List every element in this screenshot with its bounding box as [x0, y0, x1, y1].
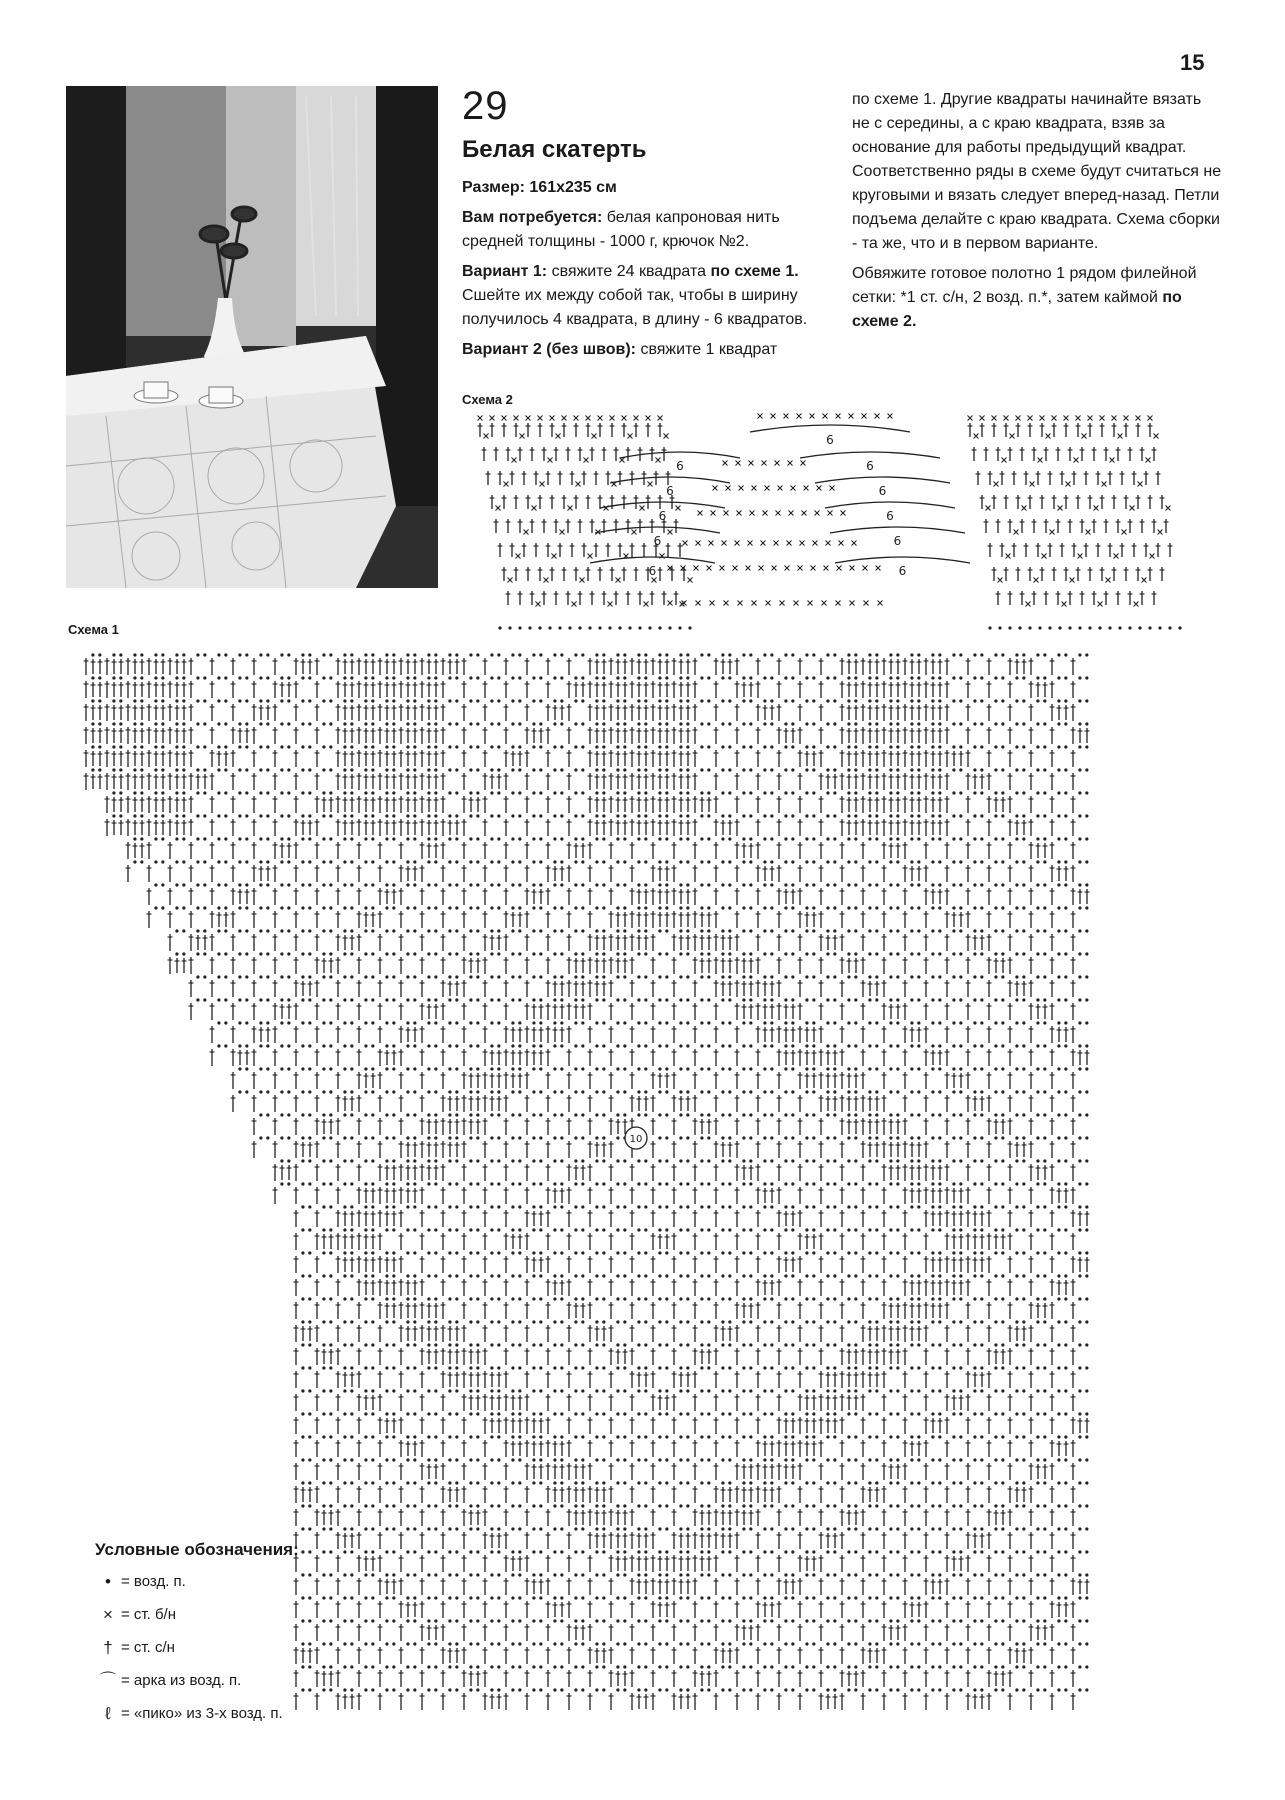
legend-item-chain: • = возд. п. [95, 1565, 299, 1598]
model-number: 29 [462, 84, 509, 128]
schema2-arch-number: 6 [648, 564, 657, 578]
schema2-arch-number: 6 [653, 534, 662, 548]
schema2-arch-number: 6 [866, 459, 874, 473]
legend-title: Условные обозначения: [95, 1540, 299, 1559]
schema2-stitches [478, 414, 1182, 630]
schema1-label: Схема 1 [68, 622, 119, 637]
single-crochet-icon: × [103, 1605, 113, 1624]
materials-line: Вам потребуется: белая капроновая нить средней толщины - 1000 г, крючок №2. [462, 209, 780, 250]
chain-stitch-icon: • [105, 1572, 111, 1591]
schema2-arch-number: 6 [666, 484, 674, 498]
picot-icon: ℓ [105, 1704, 111, 1723]
right-paragraph-2: Обвяжите готовое полотно 1 рядом филейной сетки: *1 ст. с/н, 2 возд. п.*, затем каймой по схеме 2. [852, 265, 1197, 330]
variant2-line: Вариант 2 (без швов): свяжите 1 квадрат [462, 341, 778, 358]
page-number: 15 [1180, 50, 1205, 75]
schema2-arch-number: 6 [898, 564, 907, 578]
legend-item-arch: ⌒ = арка из возд. п. [95, 1664, 299, 1697]
schema2-arch-number: 6 [826, 433, 834, 447]
article-title: Белая скатерть [462, 136, 647, 163]
size-line: Размер: 161x235 см [462, 179, 617, 196]
schema2-arch-number: 6 [878, 484, 887, 498]
schema2-arch-number: 6 [886, 509, 894, 523]
right-paragraph-1: по схеме 1. Другие квадраты начинайте вязать не с середины, а с краю квадрата, взяв за основание для работы предыдущий квадрат. Соответственно ряды в схеме будут считаться не круговыми и вязать следует вперед-назад. Петли подъема делайте с краю квадрата. Схема сборки - та же, что и в первом варианте. [852, 91, 1222, 252]
schema2-arch-number: 6 [658, 509, 667, 523]
schema2-border-chart [470, 408, 1230, 638]
legend [95, 1537, 299, 1730]
schema2-arch-number: 6 [676, 459, 684, 473]
variant1-line: Вариант 1: свяжите 24 квадрата по схеме 1. Сшейте их между собой так, чтобы в ширину получилось 4 квадрата, в длину - 6 квадратов. [462, 263, 808, 328]
legend-item-dc: † = ст. с/н [95, 1631, 299, 1664]
chain-arch-icon: ⌒ [99, 1671, 117, 1690]
legend-item-sc: × = ст. б/н [95, 1598, 299, 1631]
schema2-arch-number: 6 [893, 534, 902, 548]
schema1-center-number: 10 [629, 1134, 643, 1145]
schema2-label: Схема 2 [462, 392, 513, 407]
instructions-left [462, 176, 834, 368]
double-crochet-icon: † [103, 1638, 113, 1657]
instructions-right [852, 88, 1222, 340]
tablecloth-photo [66, 86, 438, 588]
legend-item-picot: ℓ = «пико» из 3-х возд. п. [95, 1697, 299, 1730]
